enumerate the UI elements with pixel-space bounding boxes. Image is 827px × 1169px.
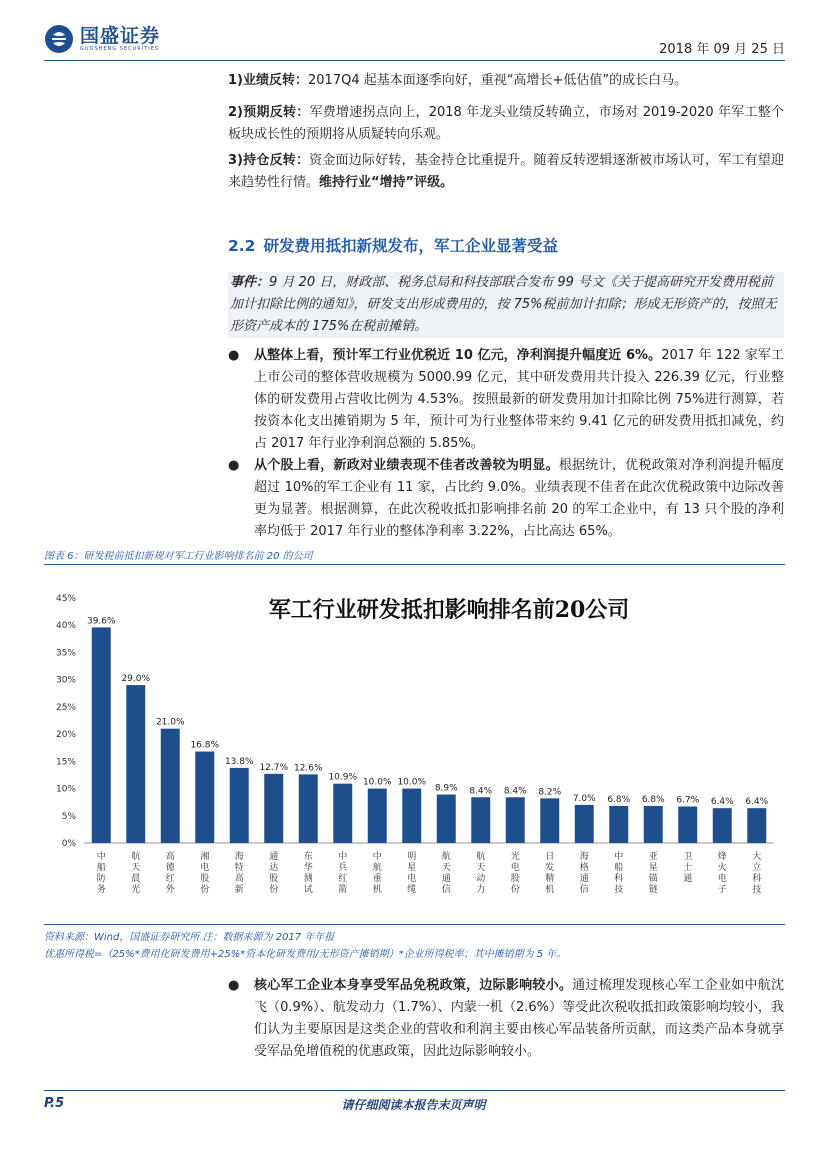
bullet-1 — [228, 345, 784, 455]
figure-caption: 图表 6：研发税前抵扣新规对军工行业影响排名前 20 的公司 — [44, 551, 313, 562]
logo-name-en: GUOSHENG SECURITIES — [80, 46, 160, 52]
y-tick-label: 30% — [55, 675, 76, 686]
bullet-2-text: 根据统计，优税政策对净利润提升幅度超过 10%的军工企业有 11 家，占比约 9.0%。业绩表现不佳者在此次优税政策中边际改善更为显著。根据测算，在此次税收抵扣影响排名前 20 的军工企业中，有 13 只个股的净利率均低于 2017 年行业的整体净利率 3.22%，占比高达 65%。 — [254, 458, 784, 539]
data-label: 6.8% — [641, 794, 665, 805]
data-label: 21.0% — [155, 717, 185, 728]
x-tick-label: 中船科技 — [614, 852, 624, 895]
x-tick-label: 航天动力 — [476, 852, 486, 895]
point-1 — [228, 70, 784, 92]
x-tick-label: 日发精机 — [545, 852, 555, 895]
data-label: 13.8% — [224, 756, 254, 767]
x-tick-label: 海特高新 — [234, 852, 244, 895]
x-tick-label: 东华测试 — [303, 852, 313, 895]
point-3-text: 资金面边际好转，基金持仓比重提升。随着反转逻辑逐渐被市场认可，军工有望迎来趋势性行情。 — [228, 153, 784, 190]
x-tick-label: 航天通信 — [441, 852, 451, 895]
y-tick-label: 40% — [55, 621, 76, 632]
bullet-3-bold: 核心军工企业本身享受军品免税政策，边际影响较小。 — [254, 978, 573, 993]
data-label: 8.2% — [538, 787, 562, 798]
bar-亚星锚链 — [644, 806, 663, 843]
y-tick-label: 35% — [55, 648, 76, 659]
bar-光电股份 — [506, 797, 525, 843]
x-tick-label: 高德红外 — [165, 852, 175, 895]
section-title — [228, 234, 558, 256]
bullet-dot-icon: ● — [228, 348, 240, 363]
x-tick-label: 海格通信 — [579, 852, 589, 895]
data-label: 16.8% — [190, 740, 220, 751]
bar-海特高新 — [230, 768, 249, 843]
event-label: 事件： — [230, 275, 270, 290]
point-3-label: 3)持仓反转： — [228, 153, 310, 168]
y-tick-label: 45% — [55, 594, 76, 604]
event-text: 9 月 20 日，财政部、税务总局和科技部联合发布 99 号文《关于提高研究开发费用税前加计扣除比例的通知》，研发支出形成费用的，按 75%税前加计扣除；形成无形资产的，按照无形资产成本的 175%在税前摊销。 — [230, 275, 777, 334]
x-tick-label: 航天晨光 — [131, 852, 141, 895]
x-tick-label: 明星电缆 — [407, 852, 417, 895]
section-heading: 研发费用抵扣新规发布，军工企业显著受益 — [263, 237, 558, 255]
bullet-2 — [228, 455, 784, 543]
x-tick-label: 大立科技 — [752, 852, 762, 895]
data-label: 7.0% — [572, 793, 596, 804]
data-label: 6.8% — [607, 794, 631, 805]
bar-高德红外 — [161, 729, 180, 843]
bar-日发精机 — [540, 798, 559, 843]
bar-中航重机 — [368, 789, 387, 843]
data-label: 10.9% — [328, 772, 358, 783]
event-box — [228, 272, 784, 338]
y-tick-label: 0% — [61, 839, 76, 849]
figure-source: 资料来源：Wind，国盛证券研究所 注：数据来源为 2017 年年报 — [44, 932, 335, 943]
bullet-3 — [228, 975, 784, 1063]
bullet-2-bold: 从个股上看，新政对业绩表现不佳者改善较为明显。 — [254, 458, 559, 473]
logo-icon — [44, 24, 74, 54]
company-logo — [44, 24, 160, 54]
point-2 — [228, 102, 784, 146]
point-3 — [228, 150, 784, 194]
bullet-dot-icon: ● — [228, 458, 240, 473]
footer-disclaimer: 请仔细阅读本报告末页声明 — [341, 1098, 486, 1112]
bar-中船防务 — [92, 627, 111, 843]
rating-statement: 维持行业“增持”评级。 — [319, 175, 454, 190]
bar-大立科技 — [747, 808, 766, 843]
bar-中兵红箭 — [333, 784, 352, 843]
bullet-3-text: 通过梳理发现核心军工企业如中航沈飞（0.9%）、航发动力（1.7%）、内蒙一机（2.6%）等受此次税收抵扣政策影响均较小，我们认为主要原因是这类企业的营收和利润主要由核心军品装备所贡献，而这类产品本身就享受军品免增值税的优惠政策，因此边际影响较小。 — [254, 978, 784, 1059]
chart-title: 军工行业研发抵扣影响排名前20公司 — [268, 597, 630, 623]
page-number: P.5 — [44, 1096, 65, 1111]
point-2-label: 2)预期反转： — [228, 105, 310, 120]
y-tick-label: 20% — [55, 730, 76, 741]
data-label: 6.7% — [676, 795, 700, 806]
header-divider — [44, 60, 785, 61]
footer-divider — [44, 1090, 785, 1091]
figure-formula: 优惠所得税=（25%*费用化研发费用+25%*资本化研发费用/无形资产摊销期）*企业所得税率；其中摊销期为 5 年。 — [44, 949, 567, 960]
x-tick-label: 中船防务 — [96, 852, 106, 895]
bar-中船科技 — [609, 806, 628, 843]
y-tick-label: 25% — [55, 702, 76, 713]
x-tick-label: 中兵红箭 — [338, 852, 348, 895]
point-2-text: 军费增速拐点向上，2018 年龙头业绩反转确立，市场对 2019-2020 年军工整个板块成长性的预期将从质疑转向乐观。 — [228, 105, 784, 142]
source-rule — [44, 924, 785, 925]
bullet-dot-icon: ● — [228, 978, 240, 993]
x-tick-label: 亚星锚链 — [648, 852, 658, 895]
y-tick-label: 5% — [61, 811, 76, 822]
bar-卫士通 — [678, 807, 697, 843]
x-tick-label: 卫士通 — [683, 852, 693, 884]
bar-航天动力 — [471, 797, 490, 843]
x-tick-label: 烽火电子 — [717, 852, 727, 895]
x-tick-label: 通达股份 — [269, 852, 279, 895]
bar-chart — [44, 580, 785, 920]
x-tick-label: 光电股份 — [510, 852, 520, 895]
section-number: 2.2 — [228, 237, 256, 255]
data-label: 6.4% — [745, 797, 769, 808]
y-tick-label: 15% — [55, 757, 76, 768]
data-label: 12.6% — [293, 763, 323, 774]
data-label: 6.4% — [710, 797, 734, 808]
x-tick-label: 中航重机 — [372, 852, 382, 895]
point-1-text: 2017Q4 起基本面逐季向好，重视“高增长+低估值”的成长白马。 — [308, 73, 688, 88]
bar-海格通信 — [575, 805, 594, 843]
bullet-1-text: 2017 年 122 家军工上市公司的整体营收规模为 5000.99 亿元，其中研发费用共计投入 226.39 亿元，行业整体的研发费用占营收比例为 4.53%。按照最新的研发费用加计扣除比例 75%进行测算，若按资本化支出摊销期为 5 年，预计可为行业整体带来约 9.41 亿元的研发费用抵扣减免，约占 2017 年行业净利润总额的 5.85%。 — [254, 348, 784, 451]
figure-rule — [44, 564, 785, 565]
y-tick-label: 10% — [55, 784, 76, 795]
logo-name-cn: 国盛证券 — [80, 25, 161, 47]
bar-东华测试 — [299, 774, 318, 843]
x-tick-label: 湘电股份 — [200, 852, 210, 895]
bar-航天晨光 — [126, 685, 145, 843]
data-label: 12.7% — [259, 762, 289, 773]
data-label: 29.0% — [121, 674, 151, 685]
bar-湘电股份 — [195, 752, 214, 843]
bar-烽火电子 — [713, 808, 732, 843]
data-label: 39.6% — [86, 616, 116, 627]
data-label: 10.0% — [362, 777, 392, 788]
bar-航天通信 — [437, 795, 456, 843]
data-label: 8.4% — [503, 786, 527, 797]
bar-通达股份 — [264, 774, 283, 843]
point-1-label: 1)业绩反转： — [228, 73, 308, 88]
bullet-1-bold: 从整体上看，预计军工行业优税近 10 亿元，净利润提升幅度近 6%。 — [254, 348, 662, 363]
data-label: 10.0% — [397, 777, 427, 788]
data-label: 8.9% — [434, 783, 458, 794]
data-label: 8.4% — [469, 786, 493, 797]
report-date: 2018 年 09 月 25 日 — [659, 42, 785, 57]
bar-明星电缆 — [402, 789, 421, 843]
